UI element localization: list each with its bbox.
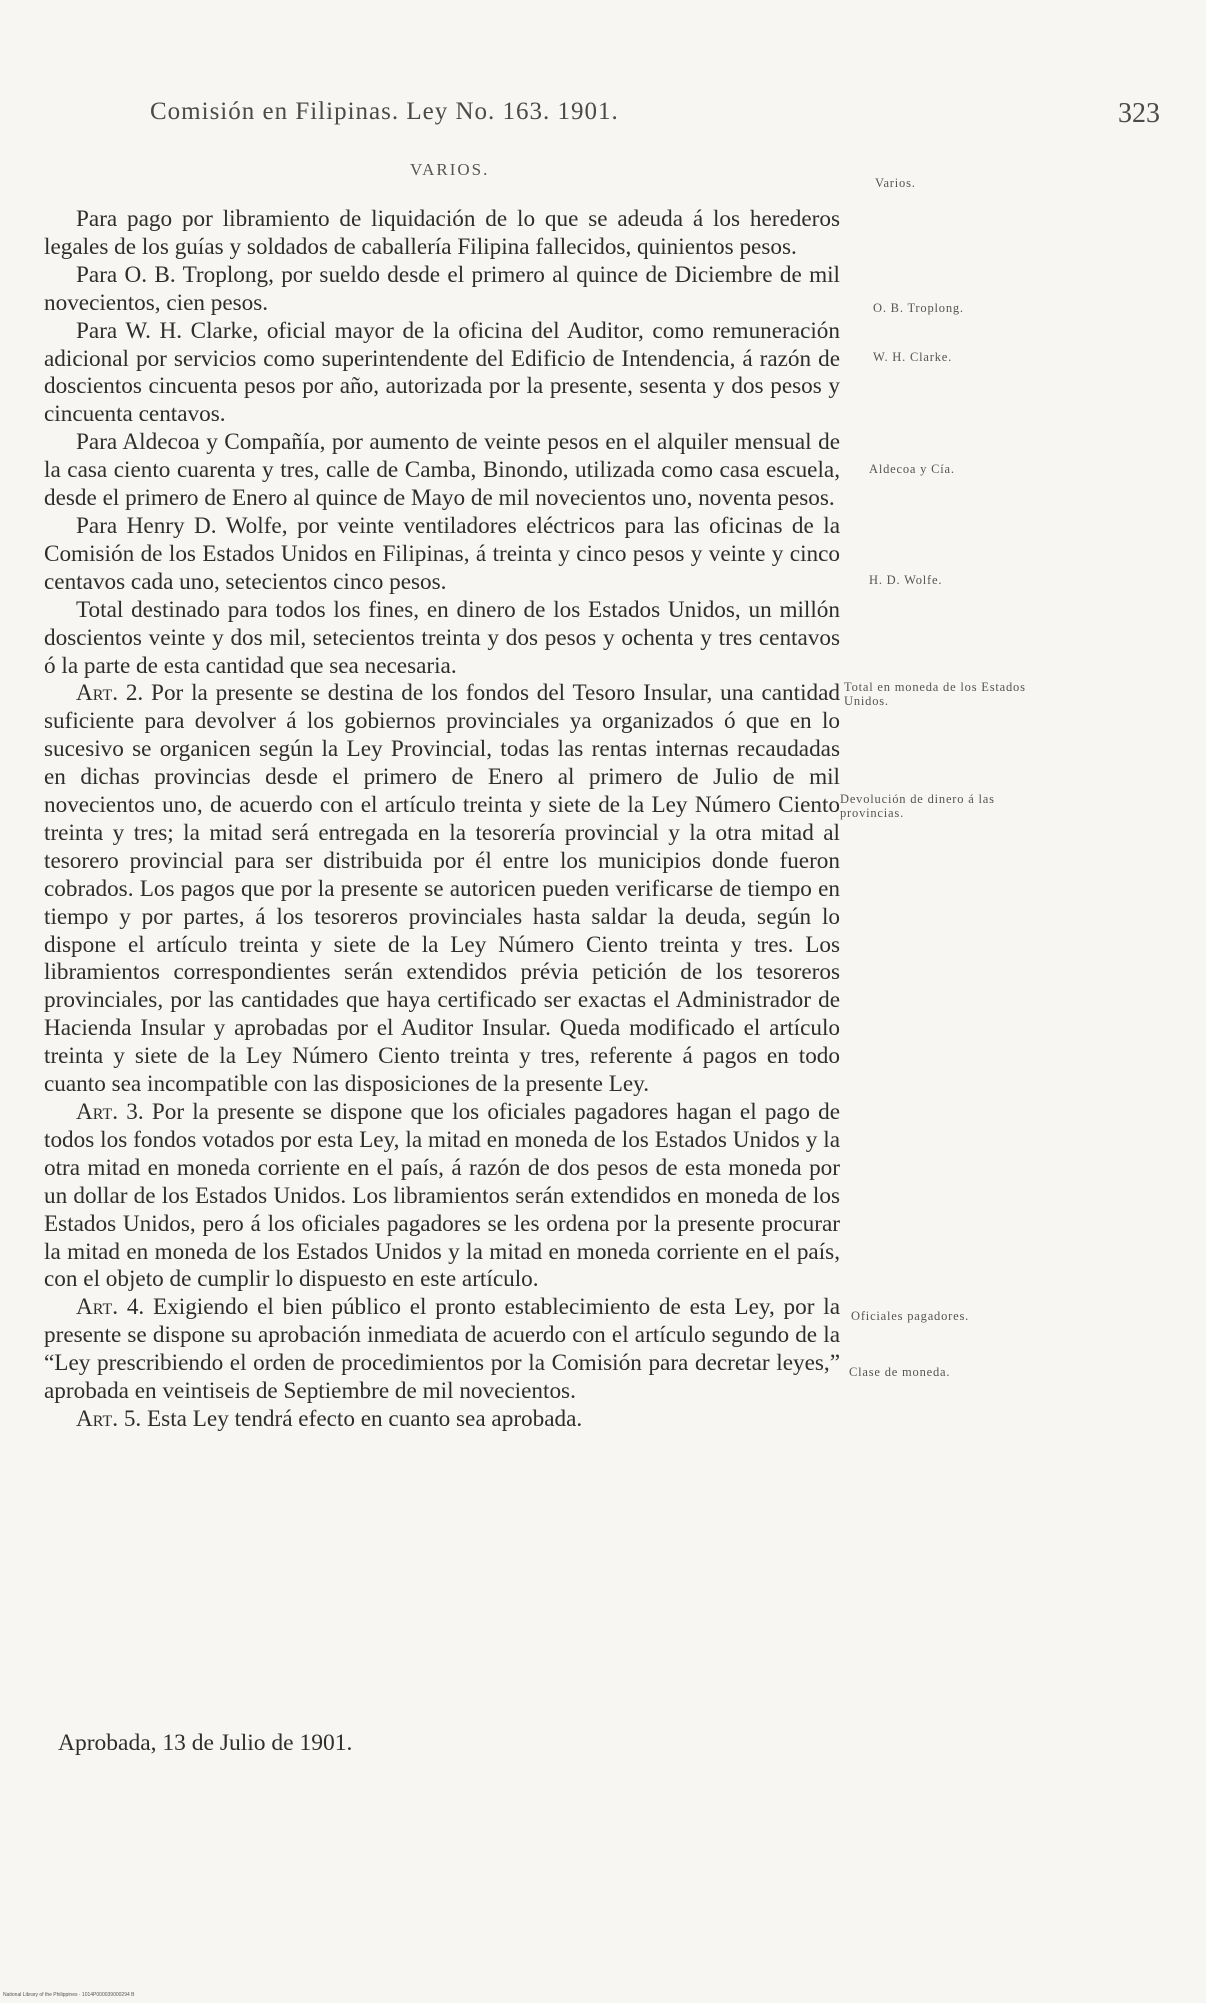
paragraph-total: Total destinado para todos los fines, en dinero de los Estados Unidos, un millón doscientos veinte y dos mil, setecientos treinta y dos pesos y ochenta y tres centavos ó la parte de esta cantidad que sea necesaria.	[44, 596, 840, 679]
article-2-text: Por la presente se destina de los fondos del Tesoro Insular, una cantidad suficiente para devolver á los gobiernos provinciales ya organizados ó que en lo sucesivo se organicen según la Ley Provincial, todas las rentas internas recaudadas en dichas provincias desde el primero de Enero al primero de Julio de mil novecientos uno, de acuerdo con el artículo treinta y siete de la Ley Número Ciento treinta y tres; la mitad será entregada en la tesorería provincial y la otra mitad al tesorero provincial para ser distribuida por él entre los municipios donde fueron cobrados. Los pagos que por la presente se autoricen pueden verificarse de tiempo en tiempo y por partes, á los tesoreros provinciales hasta saldar la deuda, según lo dispone el artículo treinta y siete de la Ley Número Ciento treinta y tres. Los libramientos correspondientes serán extendidos prévia petición de los tesoreros provinciales, por las cantidades que haya certificado ser exactas el Administrador de Hacienda Insular y aprobadas por el Auditor Insular. Queda modificado el artículo treinta y siete de la Ley Número Ciento treinta y tres, referente á pagos en todo cuanto sea incompatible con las disposiciones de la presente Ley.	[44, 680, 840, 1098]
margin-note-clarke: W. H. Clarke.	[873, 350, 953, 364]
article-5	[44, 1406, 840, 1434]
paragraph-wolfe: Para Henry D. Wolfe, por veinte ventiladores eléctricos para las oficinas de la Comisión de los Estados Unidos en Filipinas, á treinta y cinco pesos y veinte y cinco centavos cada uno, setecientos cinco pesos.	[44, 512, 840, 595]
footer-credit: National Library of the Philippines · 1014P000039000294 B	[3, 1992, 135, 1998]
margin-note-clase: Clase de moneda.	[849, 1365, 951, 1379]
article-5-label: Art. 5.	[76, 1405, 142, 1432]
article-2-label: Art. 2.	[76, 680, 144, 707]
margin-note-oficiales: Oficiales pagadores.	[851, 1309, 970, 1323]
article-3	[44, 1099, 840, 1294]
paragraph-aldecoa: Para Aldecoa y Compañía, por aumento de veinte pesos en el alquiler mensual de la casa ciento cuarenta y tres, calle de Camba, Binondo, utilizada como casa escuela, desde el primero de Enero al quince de Mayo de mil novecientos uno, noventa pesos.	[44, 429, 840, 512]
running-head: Comisión en Filipinas. Ley No. 163. 1901.	[150, 98, 619, 125]
margin-note-devolucion: Devolución de dinero á las provincias.	[840, 792, 995, 820]
margin-note-total: Total en moneda de los Estados Unidos.	[844, 680, 1026, 708]
article-4	[44, 1294, 840, 1406]
margin-note-varios: Varios.	[875, 176, 916, 190]
paragraph-herederos: Para pago por libramiento de liquidación de lo que se adeuda á los herederos legales de los guías y soldados de caballería Filipina fallecidos, quinientos pesos.	[44, 206, 840, 260]
section-heading: VARIOS.	[410, 160, 490, 179]
approval-date: Aprobada, 13 de Julio de 1901.	[58, 1730, 353, 1756]
margin-note-troplong: O. B. Troplong.	[873, 301, 964, 315]
page-number: 323	[1118, 98, 1160, 129]
article-4-label: Art. 4.	[76, 1294, 145, 1321]
article-3-label: Art. 3.	[76, 1099, 144, 1125]
article-5-text: Esta Ley tendrá efecto en cuanto sea aprobada.	[141, 1405, 583, 1432]
body-text	[44, 206, 840, 1434]
margin-note-aldecoa: Aldecoa y Cía.	[869, 462, 955, 476]
page-header	[150, 98, 1160, 138]
paragraph-clarke: Para W. H. Clarke, oficial mayor de la oficina del Auditor, como remuneración adicional por servicios como superintendente del Edificio de Intendencia, á razón de doscientos cincuenta pesos por año, autorizada por la presente, sesenta y dos pesos y cincuenta centavos.	[44, 317, 840, 428]
article-3-text: Por la presente se dispone que los oficiales pagadores hagan el pago de todos los fondos votados por esta Ley, la mitad en moneda de los Estados Unidos y la otra mitad en moneda corriente en el país, á razón de dos pesos de esta moneda por un dollar de los Estados Unidos. Los libramientos serán extendidos en moneda de los Estados Unidos, pero á los oficiales pagadores se les ordena por la presente procurar la mitad en moneda de los Estados Unidos y la mitad en moneda corriente en el país, con el objeto de cumplir lo dispuesto en este artículo.	[44, 1099, 840, 1293]
article-4-text: Exigiendo el bien público el pronto establecimiento de esta Ley, por la presente se dispone su aprobación inmediata de acuerdo con el artículo segundo de la “Ley prescribiendo el orden de procedimientos por la Comisión para decretar leyes,” aprobada en veintiseis de Septiembre de mil novecientos.	[44, 1294, 840, 1405]
article-2	[44, 680, 840, 1099]
margin-note-wolfe: H. D. Wolfe.	[869, 573, 943, 587]
paragraph-troplong: Para O. B. Troplong, por sueldo desde el primero al quince de Diciembre de mil novecientos, cien pesos.	[44, 261, 840, 316]
